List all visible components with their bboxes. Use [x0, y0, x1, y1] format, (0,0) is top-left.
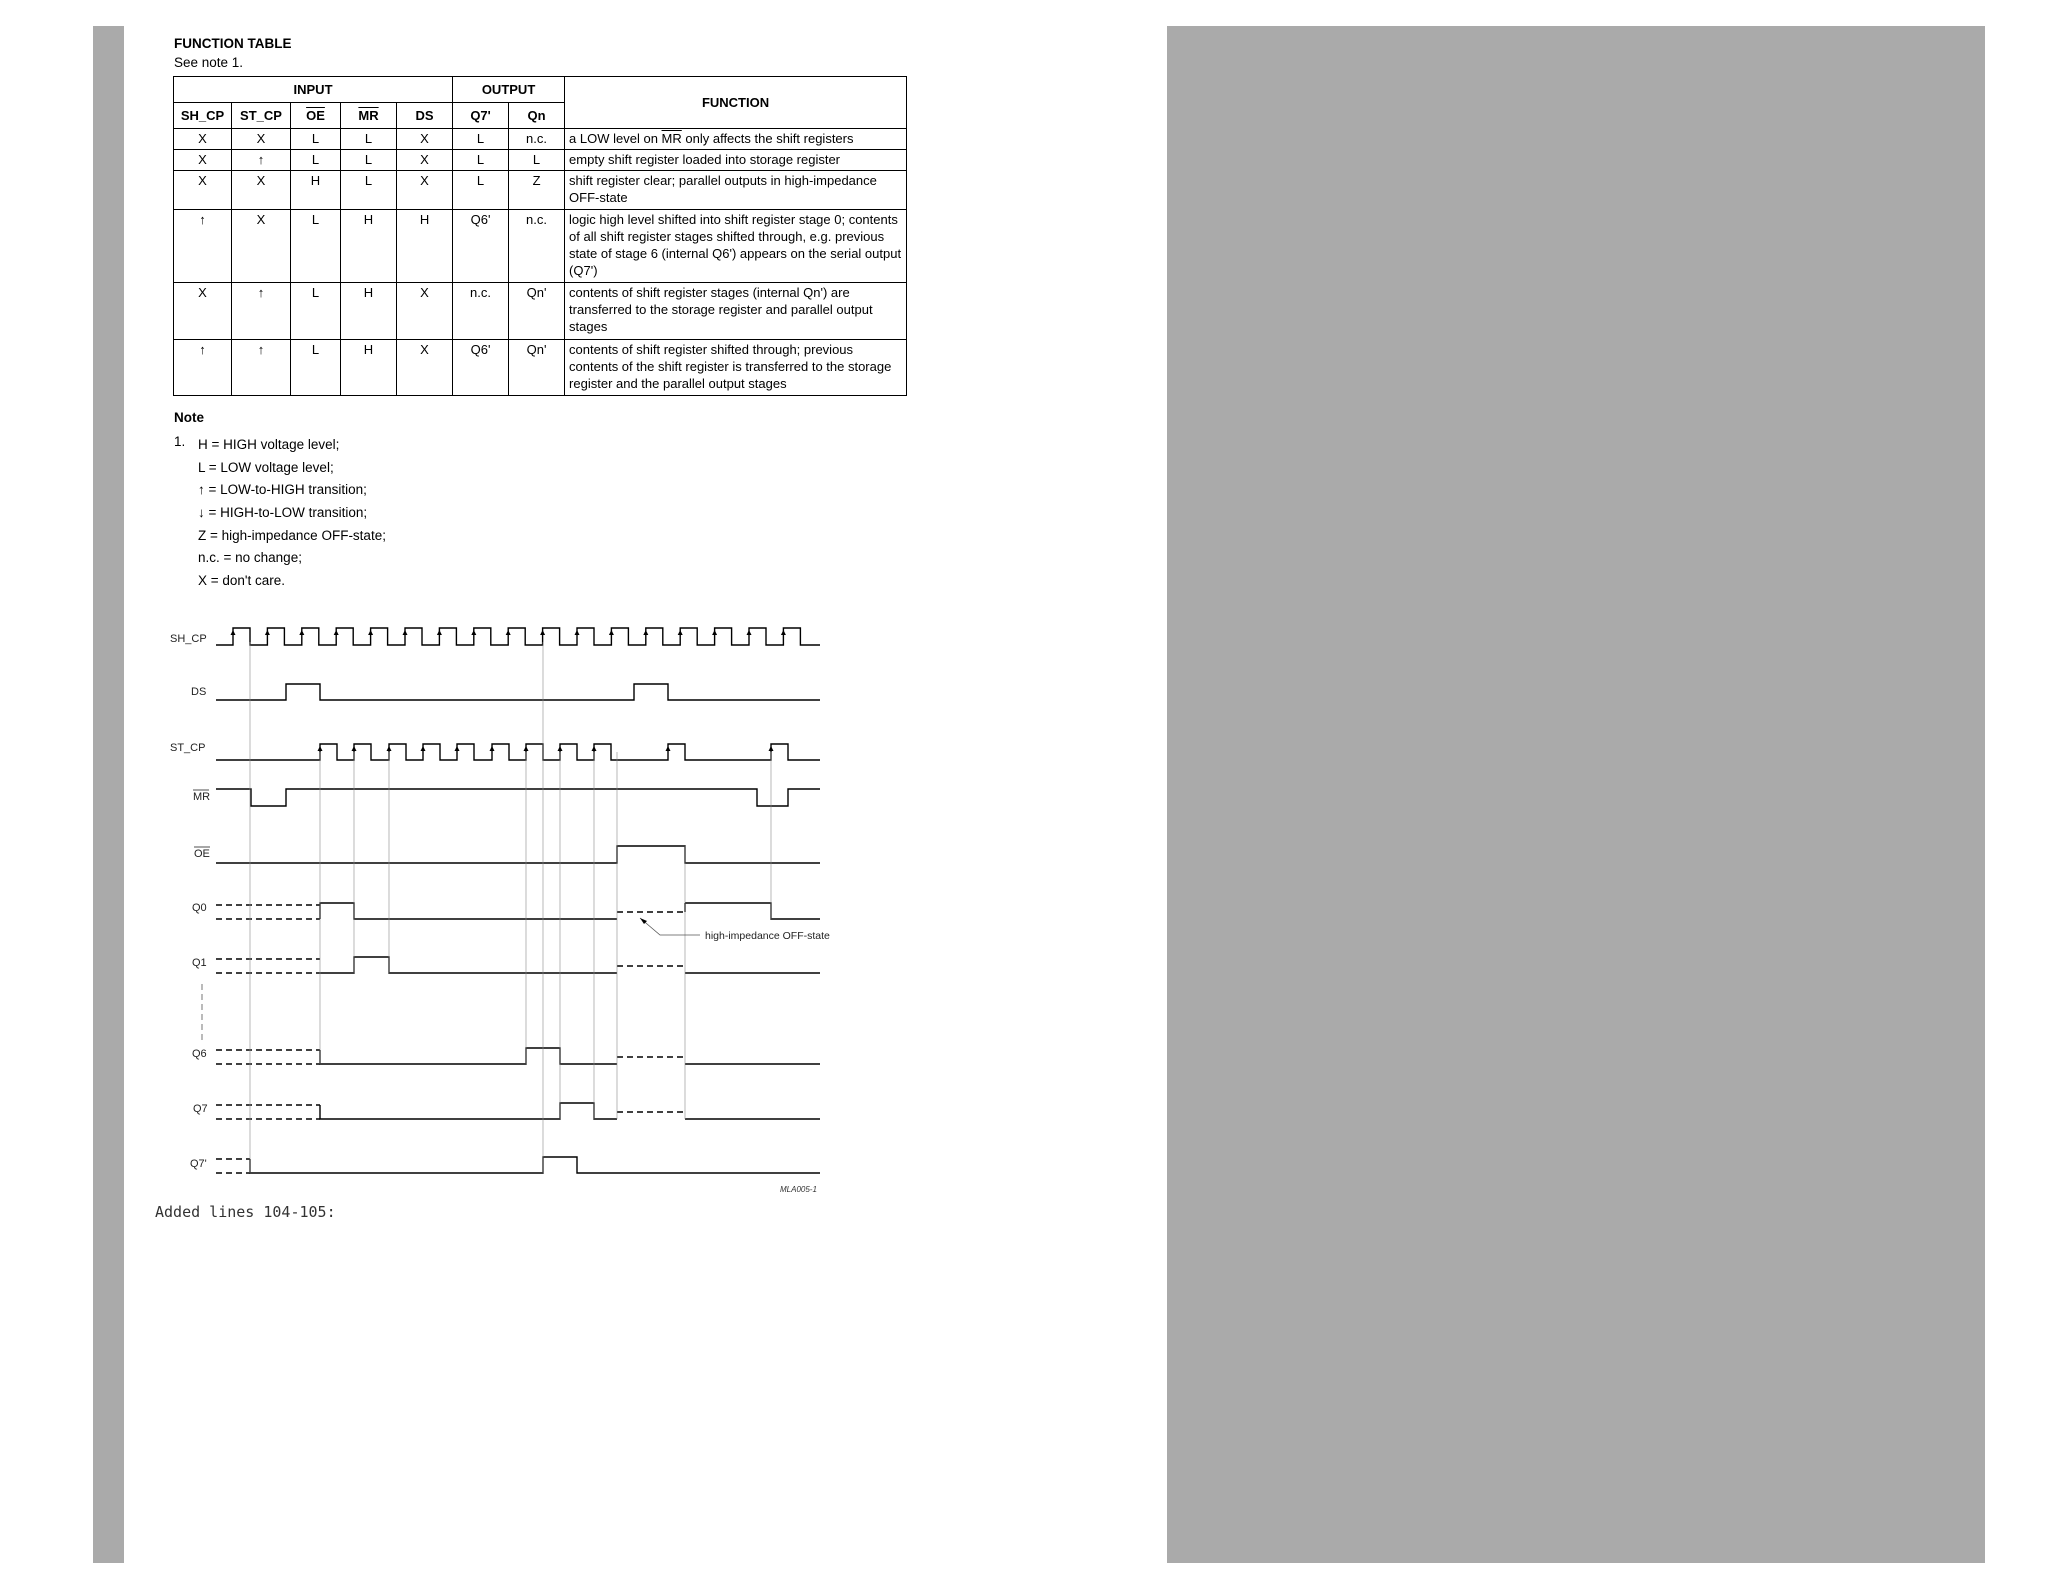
table-cell: X — [397, 129, 453, 150]
q6-waveform — [320, 1048, 617, 1064]
function-cell — [565, 210, 907, 283]
sh-cp-waveform — [216, 628, 820, 645]
table-cell: n.c. — [509, 210, 565, 283]
q7s-waveform — [250, 1157, 820, 1173]
table-cell: n.c. — [509, 129, 565, 150]
section-title: FUNCTION TABLE — [174, 36, 292, 51]
function-cell — [565, 340, 907, 396]
table-cell: L — [341, 171, 397, 210]
table-cell: L — [291, 283, 341, 340]
table-row — [174, 150, 907, 171]
table-cell: L — [291, 129, 341, 150]
table-cell: Q6' — [453, 210, 509, 283]
signal-label: MR — [193, 791, 211, 803]
table-cell: L — [291, 150, 341, 171]
column-header: SH_CP — [174, 103, 232, 129]
table-cell: L — [341, 150, 397, 171]
header-function: FUNCTION — [565, 77, 907, 129]
function-text: shift register clear; parallel outputs in high-impedance OFF-state — [569, 173, 877, 205]
table-cell: X — [397, 150, 453, 171]
table-cell: H — [341, 283, 397, 340]
function-text: contents of shift register shifted through; previous contents of the shift register is transferred to the storage register and the parallel output stages — [569, 342, 892, 391]
mr-waveform — [216, 789, 820, 806]
signal-label: Q7 — [193, 1103, 208, 1115]
table-row — [174, 171, 907, 210]
q0-waveform-tail — [685, 903, 820, 919]
right-empty-panel — [1167, 26, 1985, 1563]
signal-label: Q6 — [192, 1048, 207, 1060]
table-cell: X — [174, 129, 232, 150]
table-cell: H — [341, 210, 397, 283]
annotation-text: high-impedance OFF-state — [705, 930, 830, 942]
column-header: Qn — [509, 103, 565, 129]
table-cell: L — [453, 129, 509, 150]
table-row — [174, 129, 907, 150]
note-line: X = don't care. — [198, 573, 286, 589]
function-text: only affects the shift registers — [681, 131, 854, 146]
signal-label: ST_CP — [170, 742, 206, 754]
table-cell: L — [341, 129, 397, 150]
table-cell: L — [291, 340, 341, 396]
signal-label: OE — [194, 848, 210, 860]
table-cell: H — [291, 171, 341, 210]
oe-waveform — [216, 846, 820, 863]
table-cell: H — [397, 210, 453, 283]
note-line: Z = high-impedance OFF-state; — [198, 527, 386, 543]
table-cell: Qn' — [509, 340, 565, 396]
left-gutter — [93, 26, 124, 1563]
table-cell: X — [174, 171, 232, 210]
table-cell: X — [232, 129, 291, 150]
st-cp-waveform — [216, 744, 820, 760]
table-cell: ↑ — [232, 340, 291, 396]
table-cell: L — [453, 171, 509, 210]
table-cell: X — [397, 171, 453, 210]
note-line: L = LOW voltage level; — [198, 459, 334, 475]
table-row — [174, 340, 907, 396]
figure-id: MLA005-1 — [780, 1185, 817, 1194]
annotation-leader — [640, 918, 700, 935]
table-cell: X — [232, 210, 291, 283]
function-text: logic high level shifted into shift register stage 0; contents of all shift register stages shifted through, e.g. previous state of stage 6 (internal Q6') appears on the serial output (Q7') — [569, 212, 902, 278]
timing-diagram — [160, 612, 860, 1202]
table-cell: H — [341, 340, 397, 396]
note-line: H = HIGH voltage level; — [198, 437, 340, 452]
table-cell: X — [232, 171, 291, 210]
note-line: n.c. = no change; — [198, 550, 302, 566]
note-number: 1. — [174, 434, 186, 449]
q7-waveform — [320, 1103, 617, 1119]
table-cell: X — [174, 283, 232, 340]
section-subtitle: See note 1. — [174, 55, 244, 70]
function-cell — [565, 129, 907, 150]
function-cell — [565, 283, 907, 340]
function-text: $\overline{MR}$ — [661, 131, 682, 146]
table-cell: Z — [509, 171, 565, 210]
table-cell: ↑ — [232, 283, 291, 340]
function-cell — [565, 171, 907, 210]
table-cell: Qn' — [509, 283, 565, 340]
table-cell: ↑ — [174, 210, 232, 283]
function-cell — [565, 150, 907, 171]
table-cell: L — [453, 150, 509, 171]
table-cell: L — [291, 210, 341, 283]
function-table — [173, 76, 907, 396]
column-header: $\overline{OE}$ — [291, 103, 341, 129]
function-text: contents of shift register stages (internal Qn') are transferred to the storage register and parallel output stages — [569, 285, 873, 334]
note-line: ↓ = HIGH-to-LOW transition; — [198, 505, 368, 521]
signal-label: Q7' — [190, 1158, 207, 1170]
note-line: ↑ = LOW-to-HIGH transition; — [198, 482, 367, 498]
q1-waveform — [320, 957, 617, 973]
table-cell: ↑ — [232, 150, 291, 171]
column-header: Q7' — [453, 103, 509, 129]
table-cell: X — [397, 340, 453, 396]
table-cell: ↑ — [174, 340, 232, 396]
table-cell: X — [397, 283, 453, 340]
table-row — [174, 283, 907, 340]
column-header: $\overline{MR}$ — [341, 103, 397, 129]
signal-label: SH_CP — [170, 633, 207, 645]
header-output: OUTPUT — [453, 77, 565, 103]
ds-waveform — [216, 684, 820, 700]
function-text: a LOW level on — [569, 131, 662, 146]
note-heading: Note — [174, 410, 204, 425]
note-lines — [198, 434, 386, 593]
column-header: DS — [397, 103, 453, 129]
signal-label: Q0 — [192, 902, 207, 914]
table-cell: X — [174, 150, 232, 171]
added-lines-text: Added lines 104-105: — [155, 1203, 336, 1221]
table-row — [174, 210, 907, 283]
signal-label: Q1 — [192, 957, 207, 969]
table-cell: Q6' — [453, 340, 509, 396]
column-header: ST_CP — [232, 103, 291, 129]
header-input: INPUT — [174, 77, 453, 103]
q0-waveform — [320, 903, 617, 919]
function-text: empty shift register loaded into storage register — [569, 152, 841, 167]
signal-label: DS — [191, 686, 207, 698]
table-cell: L — [509, 150, 565, 171]
table-cell: n.c. — [453, 283, 509, 340]
